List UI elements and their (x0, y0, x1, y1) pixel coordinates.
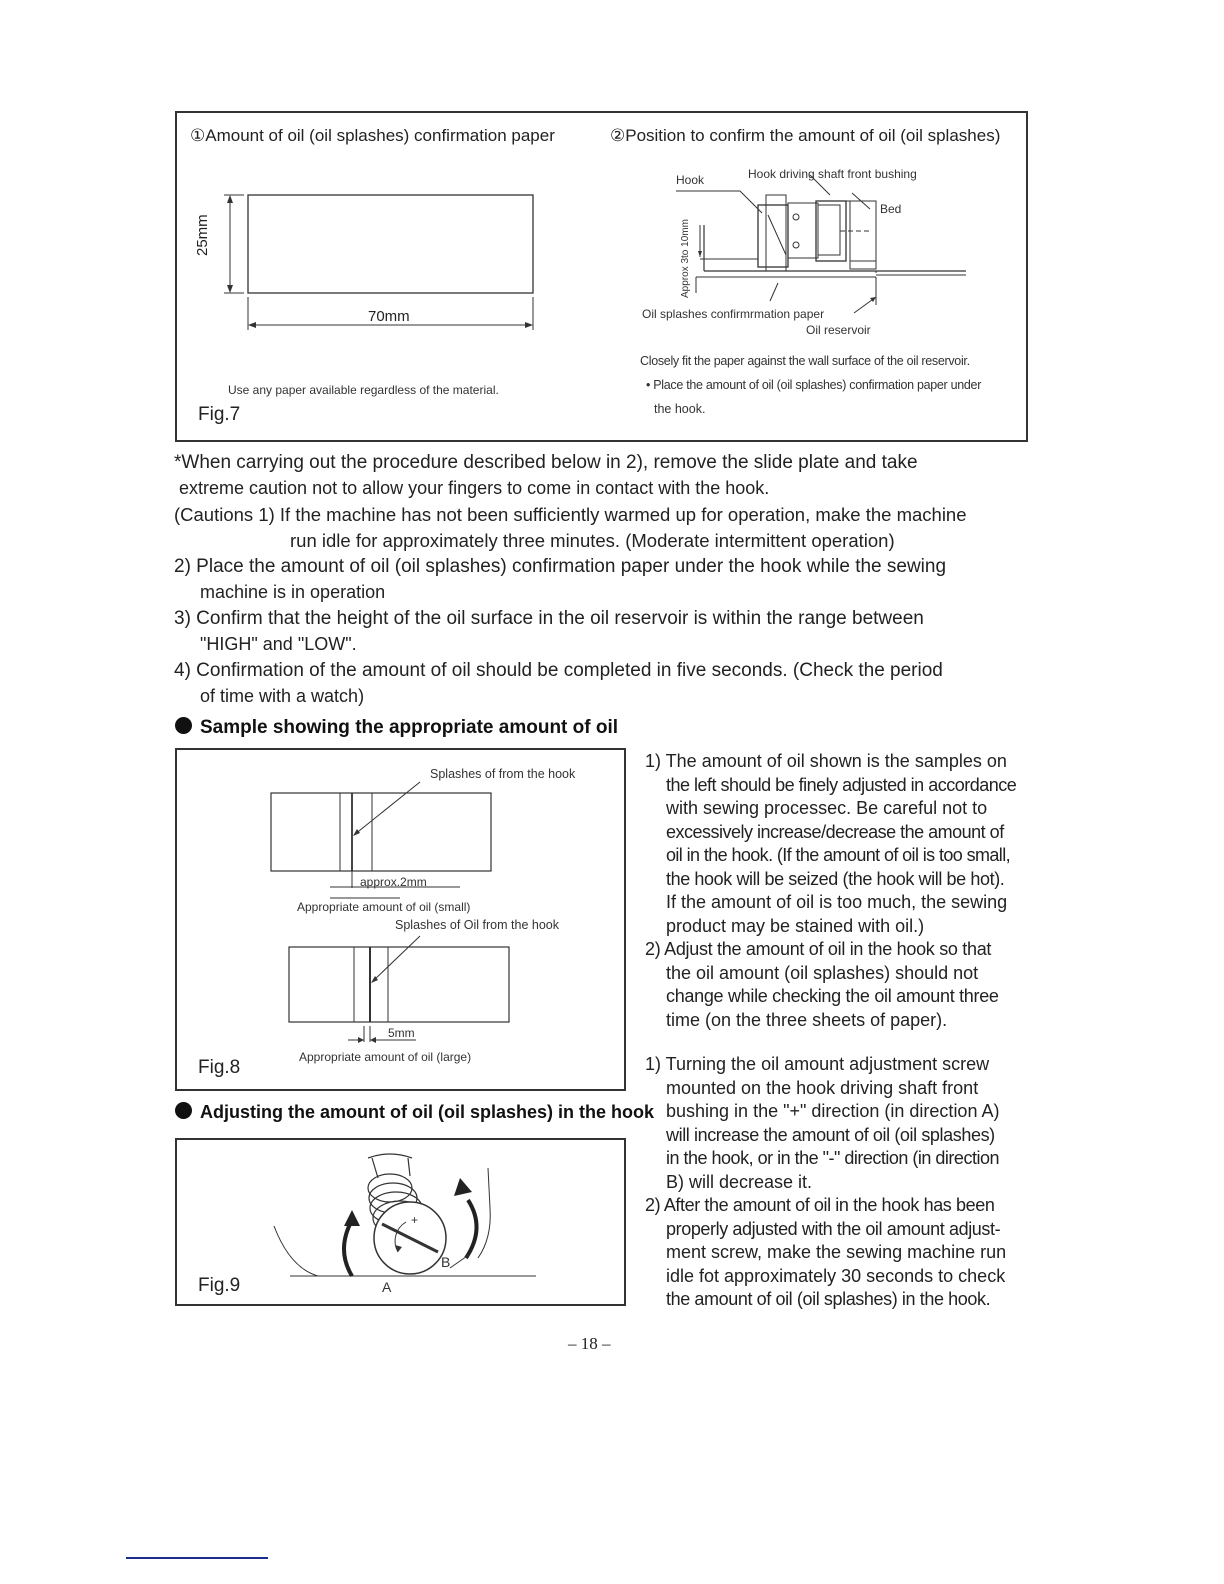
caution-4-a: 4) Confirmation of the amount of oil should be completed in five seconds. (Check the period (174, 660, 943, 681)
fig7-left-title: ①Amount of oil (oil splashes) confirmation paper (190, 126, 555, 145)
small-caption: Appropriate amount of oil (small) (297, 900, 471, 914)
sample-note-line: the oil amount (oil splashes) should not (666, 962, 979, 983)
adjust-note-line: bushing in the "+" direction (in direction A) (666, 1101, 1000, 1121)
large-caption: Appropriate amount of oil (large) (299, 1050, 472, 1064)
bed-label: Bed (880, 202, 902, 216)
sample-note-line: the hook will be seized (the hook will be hot). (666, 868, 1005, 889)
sample-note-line: time (on the three sheets of paper). (666, 1009, 948, 1030)
bullet-icon (175, 1102, 192, 1119)
five-mm-label: 5mm (388, 1026, 415, 1040)
sample-note-line: If the amount of oil is too much, the sewing (666, 892, 1008, 912)
sample-note-line: product may be stained with oil.) (666, 915, 925, 936)
reservoir-label: Oil reservoir (806, 323, 871, 337)
sample-note-line: with sewing processec. Be careful not to (666, 798, 988, 818)
sample-note-line: oil in the hook. (If the amount of oil is too small, (666, 845, 1010, 865)
fig8-label: Fig.8 (198, 1057, 241, 1078)
caution-3-a: 3) Confirm that the height of the oil surface in the oil reservoir is within the range between (174, 608, 924, 629)
adjust-note-line: B) will decrease it. (666, 1171, 813, 1192)
splash-large-label: Splashes of Oil from the hook (395, 918, 559, 932)
adjust-note-line: properly adjusted with the oil amount adjust- (666, 1218, 1001, 1239)
fig7-note-3: the hook. (654, 402, 706, 416)
hook-label: Hook (676, 173, 705, 187)
paper-note: Use any paper available regardless of the material. (228, 383, 499, 397)
fig7-right-title: ②Position to confirm the amount of oil (oil splashes) (610, 126, 1001, 145)
caution-1-b: run idle for approximately three minutes. (Moderate intermittent operation) (290, 530, 895, 551)
page-number: – 18 – (568, 1334, 611, 1353)
caution-3-b: "HIGH" and "LOW". (200, 634, 357, 654)
adjust-note-line: will increase the amount of oil (oil splashes) (666, 1124, 995, 1145)
caution-1-a: (Cautions 1) If the machine has not been sufficiently warmed up for operation, make the machine (174, 504, 967, 525)
caution-line-1: *When carrying out the procedure described below in 2), remove the slide plate and take (174, 452, 918, 473)
sample-note-line: the left should be finely adjusted in accordance (666, 774, 1017, 795)
adjust-note-line: mounted on the hook driving shaft front (666, 1077, 979, 1098)
approx-2mm-label: approx.2mm (360, 875, 427, 889)
adjust-heading (175, 1102, 654, 1123)
sample-heading (175, 717, 618, 739)
bushing-label: Hook driving shaft front bushing (748, 167, 917, 181)
dim-height-label: 25mm (194, 214, 211, 256)
bullet-icon (175, 717, 192, 734)
footer-rule (126, 1557, 268, 1559)
plus-mark: + (411, 1213, 419, 1227)
adjust-note-line: 1) Turning the oil amount adjustment screw (645, 1054, 990, 1074)
sample-note-line: excessively increase/decrease the amount of (666, 821, 1004, 842)
caution-2-b: machine is in operation (200, 582, 386, 602)
fig7-note-2: • Place the amount of oil (oil splashes) confirmation paper under (646, 378, 982, 392)
paper-rectangle (248, 195, 533, 293)
adjust-note-line: the amount of oil (oil splashes) in the hook. (666, 1289, 991, 1309)
adjust-note-line: in the hook, or in the "-" direction (in direction (666, 1148, 999, 1168)
fig7-label: Fig.7 (198, 404, 241, 425)
caution-line-2: extreme caution not to allow your fingers to come in contact with the hook. (179, 478, 770, 498)
dim-width-label: 70mm (368, 308, 410, 325)
adjust-note-line: idle fot approximately 30 seconds to check (666, 1265, 1006, 1286)
mark-b: B (441, 1254, 451, 1270)
sample-note-line: change while checking the oil amount three (666, 986, 999, 1006)
fig7-note-1: Closely fit the paper against the wall surface of the oil reservoir. (640, 354, 970, 368)
caution-2-a: 2) Place the amount of oil (oil splashes) confirmation paper under the hook while the sewing (174, 556, 947, 577)
mark-a: A (382, 1279, 392, 1295)
sample-note-line: 1) The amount of oil shown is the samples on (645, 751, 1007, 771)
splash-samples-diagram (260, 760, 540, 1070)
adjust-notes (645, 1053, 1035, 1312)
sample-heading-text: Sample showing the appropriate amount of oil (200, 717, 619, 738)
adjust-heading-text: Adjusting the amount of oil (oil splashes) in the hook (200, 1102, 654, 1122)
fig9-label: Fig.9 (198, 1275, 241, 1296)
sample-note-line: 2) Adjust the amount of oil in the hook so that (645, 939, 992, 959)
adjust-note-line: ment screw, make the sewing machine run (666, 1242, 1007, 1262)
adjust-note-line: 2) After the amount of oil in the hook has been (645, 1195, 995, 1215)
splash-small-label: Splashes of from the hook (430, 767, 576, 781)
sample-notes (645, 750, 1035, 1032)
caution-4-b: of time with a watch) (200, 686, 365, 706)
paper-label: Oil splashes confirmrmation paper (642, 307, 825, 321)
adjustment-screw-diagram (260, 1148, 550, 1298)
approx-label: Approx 3to 10mm (680, 219, 691, 298)
